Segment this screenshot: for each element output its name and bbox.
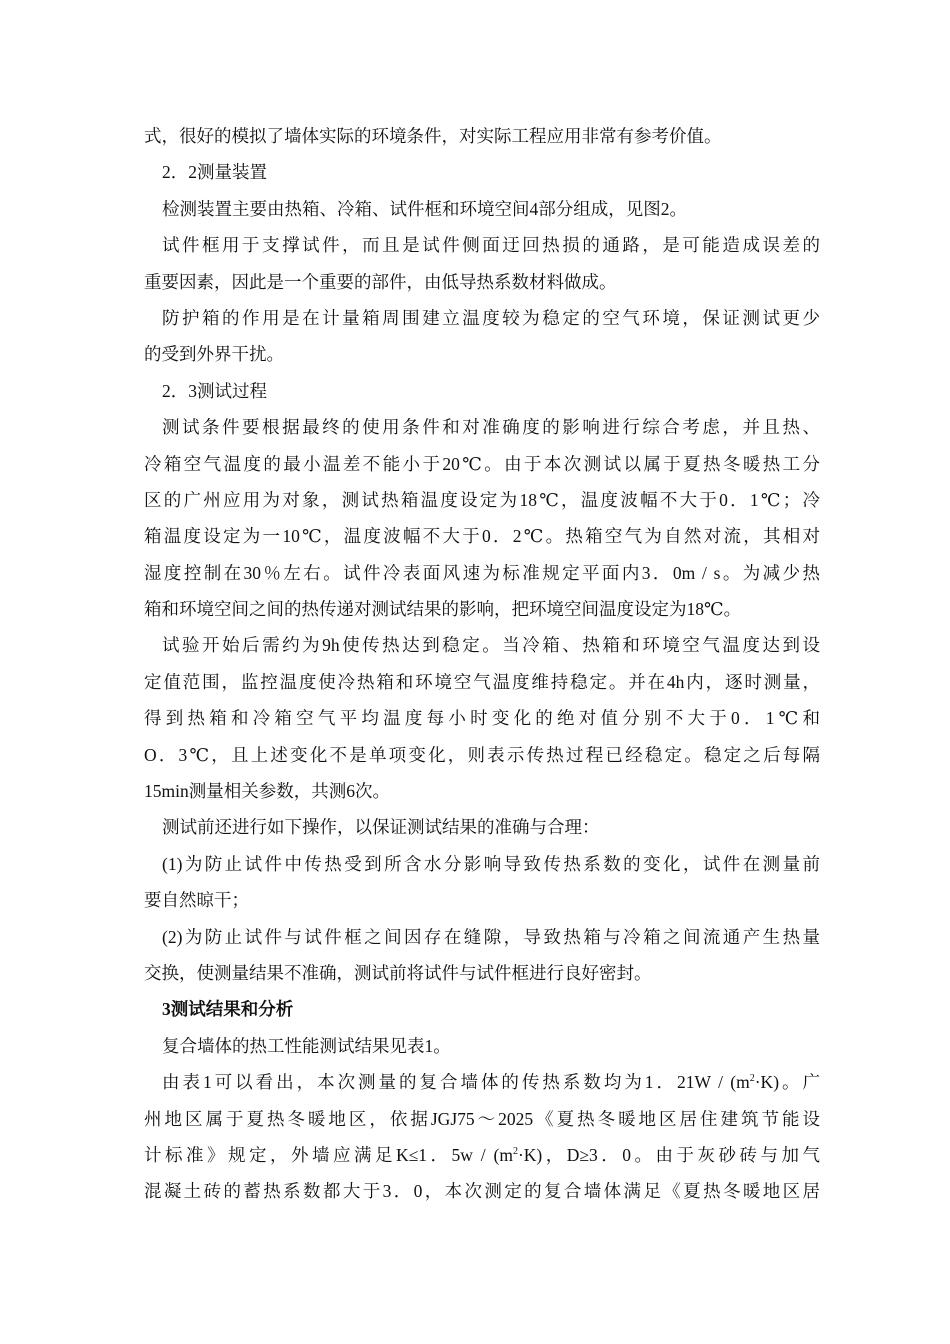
paragraph-line: 重要因素，因此是一个重要的部件，由低导热系数材料做成。 — [144, 271, 617, 292]
paragraph-line: 交换，使测量结果不准确，测试前将试件与试件框进行良好密封。 — [144, 962, 652, 983]
paragraph-line: 15min测量相关参数，共测6次。 — [144, 781, 390, 802]
paragraph-line — [144, 1137, 820, 1173]
paragraph-line: 区的广州应用为对象，测试热箱温度设定为18℃，温度波幅不大于0．1℃；冷 — [144, 489, 820, 510]
text-run: ·K)，D≥3．0。由于灰砂砖与加气 — [517, 1144, 820, 1165]
text-run: 计标准》规定，外墙应满足K≤1．5w / (m — [144, 1144, 513, 1165]
paragraph-line: 测试条件要根据最终的使用条件和对准确度的影响进行综合考虑，并且热、 — [162, 417, 820, 438]
paragraph-line: 箱温度设定为一10℃，温度波幅不大于0．2℃。热箱空气为自然对流，其相对 — [144, 526, 820, 547]
section-heading: 2．2测量装置 — [162, 162, 267, 183]
paragraph-line: 试验开始后需约为9h使传热达到稳定。当冷箱、热箱和环境空气温度达到设 — [162, 635, 820, 656]
paragraph-line: 湿度控制在30％左右。试件冷表面风速为标准规定平面内3．0m / s。为减少热 — [144, 562, 820, 583]
paragraph-line — [144, 1064, 820, 1100]
text-run: ·K)。广 — [754, 1072, 820, 1093]
paragraph-line: 箱和环境空间之间的热传递对测试结果的影响，把环境空间温度设定为18℃。 — [144, 599, 742, 620]
section-heading: 2．3测试过程 — [162, 380, 267, 401]
superscript: 2 — [512, 1146, 518, 1158]
text-run: 由表1可以看出，本次测量的复合墙体的传热系数均为1．21W / (m — [162, 1072, 750, 1093]
list-item: (2)为防止试件与试件框之间因存在缝隙，导致热箱与冷箱之间流通产生热量 — [162, 926, 820, 947]
paragraph-line: 定值范围，监控温度使冷热箱和环境空气温度维持稳定。并在4h内，逐时测量， — [144, 671, 820, 692]
document-page — [144, 118, 820, 1210]
paragraph-line: O．3℃，且上述变化不是单项变化，则表示传热过程已经稳定。稳定之后每隔 — [144, 744, 820, 765]
paragraph-line: 试件框用于支撑试件，而且是试件侧面迂回热损的通路，是可能造成误差的 — [162, 235, 820, 256]
section-heading: 3测试结果和分析 — [162, 999, 294, 1020]
paragraph-line: 混凝土砖的蓄热系数都大于3．0，本次测定的复合墙体满足《夏热冬暖地区居 — [144, 1181, 820, 1202]
paragraph-line: 的受到外界干扰。 — [144, 344, 284, 365]
paragraph-line: 式，很好的模拟了墙体实际的环境条件，对实际工程应用非常有参考价值。 — [144, 126, 722, 146]
superscript: 2 — [749, 1073, 755, 1085]
paragraph-line: 复合墙体的热工性能测试结果见表1。 — [162, 1035, 451, 1056]
list-item: (1)为防止试件中传热受到所含水分影响导致传热系数的变化，试件在测量前 — [162, 853, 820, 874]
paragraph-line: 防护箱的作用是在计量箱周围建立温度较为稳定的空气环境，保证测试更少 — [162, 307, 820, 328]
paragraph-line: 要自然晾干； — [144, 890, 249, 911]
paragraph-line: 测试前还进行如下操作，以保证测试结果的准确与合理： — [162, 817, 600, 838]
paragraph-line: 州地区属于夏热冬暖地区，依据JGJ75～2025《夏热冬暖地区居住建筑节能设 — [144, 1108, 820, 1129]
paragraph-line: 冷箱空气温度的最小温差不能小于20℃。由于本次测试以属于夏热冬暖热工分 — [144, 453, 820, 474]
paragraph-line: 检测装置主要由热箱、冷箱、试件框和环境空间4部分组成，见图2。 — [162, 198, 687, 219]
paragraph-line: 得到热箱和冷箱空气平均温度每小时变化的绝对值分别不大于0．1℃和 — [144, 708, 820, 729]
